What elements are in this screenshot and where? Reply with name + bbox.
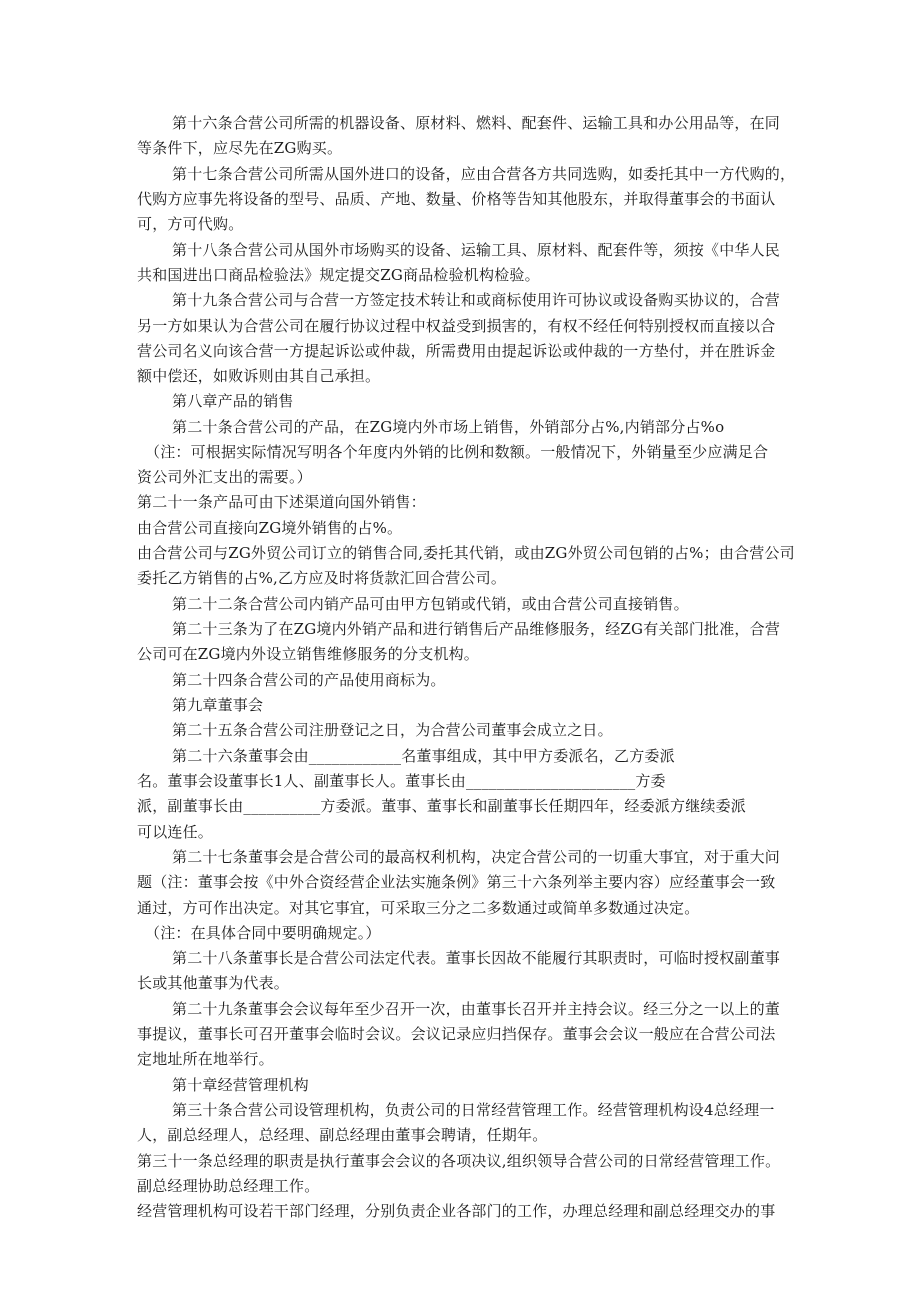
text-line: 由合营公司与ZG外贸公司订立的销售合同,委托其代销，或由ZG外贸公司包销的占%；由合营公司 — [137, 544, 795, 562]
text-line: 题（注：董事会按《中外合资经营企业法实施条例》第三十六条列举主要内容）应经董事会一致 — [137, 873, 776, 891]
chapter-heading: 第八章产品的销售 — [172, 392, 294, 410]
text-line: 营公司名义向该合营一方提起诉讼或仲裁，所需费用由提起诉讼或仲裁的一方垫付，并在胜诉金 — [137, 342, 776, 360]
text-line: 等条件下，应尽先在ZG购买。 — [137, 139, 343, 157]
text-line: 第二十三条为了在ZG境内外销产品和进行销售后产品维修服务，经ZG有关部门批准，合营 — [172, 620, 781, 638]
text-line: 第二十一条产品可由下述渠道向国外销售： — [137, 493, 426, 511]
text-line: 第十八条合营公司从国外市场购买的设备、运输工具、原材料、配套件等，须按《中华人民 — [172, 241, 781, 259]
text-line: 第十九条合营公司与合营一方签定技术转让和或商标使用许可协议或设备购买协议的，合营 — [172, 291, 781, 309]
text-line: 第三十条合营公司设管理机构，负责公司的日常经营管理工作。经营管理机构设4总经理一 — [172, 1101, 775, 1119]
text-line: 可以连任。 — [137, 823, 214, 841]
text-line: 委托乙方销售的占%,乙方应及时将货款汇回合营公司。 — [137, 569, 507, 587]
text-line: 第三十一条总经理的职责是执行董事会会议的各项决议,组织领导合营公司的日常经营管理工作。 — [137, 1152, 781, 1170]
text-line: 公司可在ZG境内外设立销售维修服务的分支机构。 — [137, 645, 480, 663]
text-line: 第二十九条董事会会议每年至少召开一次，由董事长召开并主持会议。经三分之一以上的董 — [172, 1000, 781, 1018]
text-line: 共和国进出口商品检验法》规定提交ZG商品检验机构检验。 — [137, 266, 540, 284]
text-line: 第二十二条合营公司内销产品可由甲方包销或代销，或由合营公司直接销售。 — [172, 595, 689, 613]
text-line: 第十七条合营公司所需从国外进口的设备，应由合营各方共同选购，如委托其中一方代购的， — [172, 165, 796, 183]
note-line: （注：可根据实际情况写明各个年度内外销的比例和数额。一般情况下，外销量至少应满足合 — [145, 443, 769, 461]
text-line: 第二十条合营公司的产品，在ZG境内外市场上销售，外销部分占%,内销部分占%o — [172, 418, 725, 436]
text-line: 副总经理协助总经理工作。 — [137, 1177, 320, 1195]
note-line: （注：在具体合同中要明确规定。） — [145, 924, 381, 942]
text-line: 经营管理机构可设若干部门经理，分别负责企业各部门的工作，办理总经理和副总经理交办的事 — [137, 1202, 776, 1220]
text-line: 可，方可代购。 — [137, 215, 244, 233]
text-line: 第二十四条合营公司的产品使用商标为。 — [172, 671, 446, 689]
chapter-heading: 第九章董事会 — [172, 696, 264, 714]
text-line: 定地址所在地举行。 — [137, 1050, 274, 1068]
text-line: 第二十八条董事长是合营公司法定代表。董事长因故不能履行其职责时，可临时授权副董事 — [172, 949, 781, 967]
text-line: 事提议，董事长可召开董事会临时会议。会议记录应归挡保存。董事会会议一般应在合营公司法 — [137, 1025, 776, 1043]
text-line: 额中偿还，如败诉则由其自己承担。 — [137, 367, 381, 385]
text-line: 派，副董事长由__________方委派。董事、董事长和副董事长任期四年，经委派方继续委派 — [137, 797, 747, 815]
text-line: 第二十五条合营公司注册登记之日，为合营公司董事会成立之日。 — [172, 721, 613, 739]
text-line: 第二十七条董事会是合营公司的最高权利机构，决定合营公司的一切重大事宜，对于重大问 — [172, 848, 781, 866]
chapter-heading: 第十章经营管理机构 — [172, 1076, 309, 1094]
text-line: 名。董事会设董事长1人、副董事长人。董事长由______________________方委 — [137, 772, 666, 790]
text-line: 第十六条合营公司所需的机器设备、原材料、燃料、配套件、运输工具和办公用品等，在同 — [172, 114, 781, 132]
text-line: 长或其他董事为代表。 — [137, 974, 290, 992]
note-line: 资公司外汇支出的需要。） — [137, 468, 312, 486]
text-line: 人，副总经理人，总经理、副总经理由董事会聘请，任期年。 — [137, 1126, 548, 1144]
text-line: 代购方应事先将设备的型号、品质、产地、数量、价格等告知其他股东，并取得董事会的书面认 — [137, 190, 776, 208]
text-line: 另一方如果认为合营公司在履行协议过程中权益受到损害的，有权不经任何特别授权而直接以合 — [137, 317, 776, 335]
text-line: 由合营公司直接向ZG境外销售的占%。 — [137, 519, 403, 537]
text-line: 第二十六条董事会由____________名董事组成，其中甲方委派名，乙方委派 — [172, 747, 675, 765]
text-line: 通过，方可作出决定。对其它事宜，可采取三分之二多数通过或简单多数通过决定。 — [137, 899, 700, 917]
